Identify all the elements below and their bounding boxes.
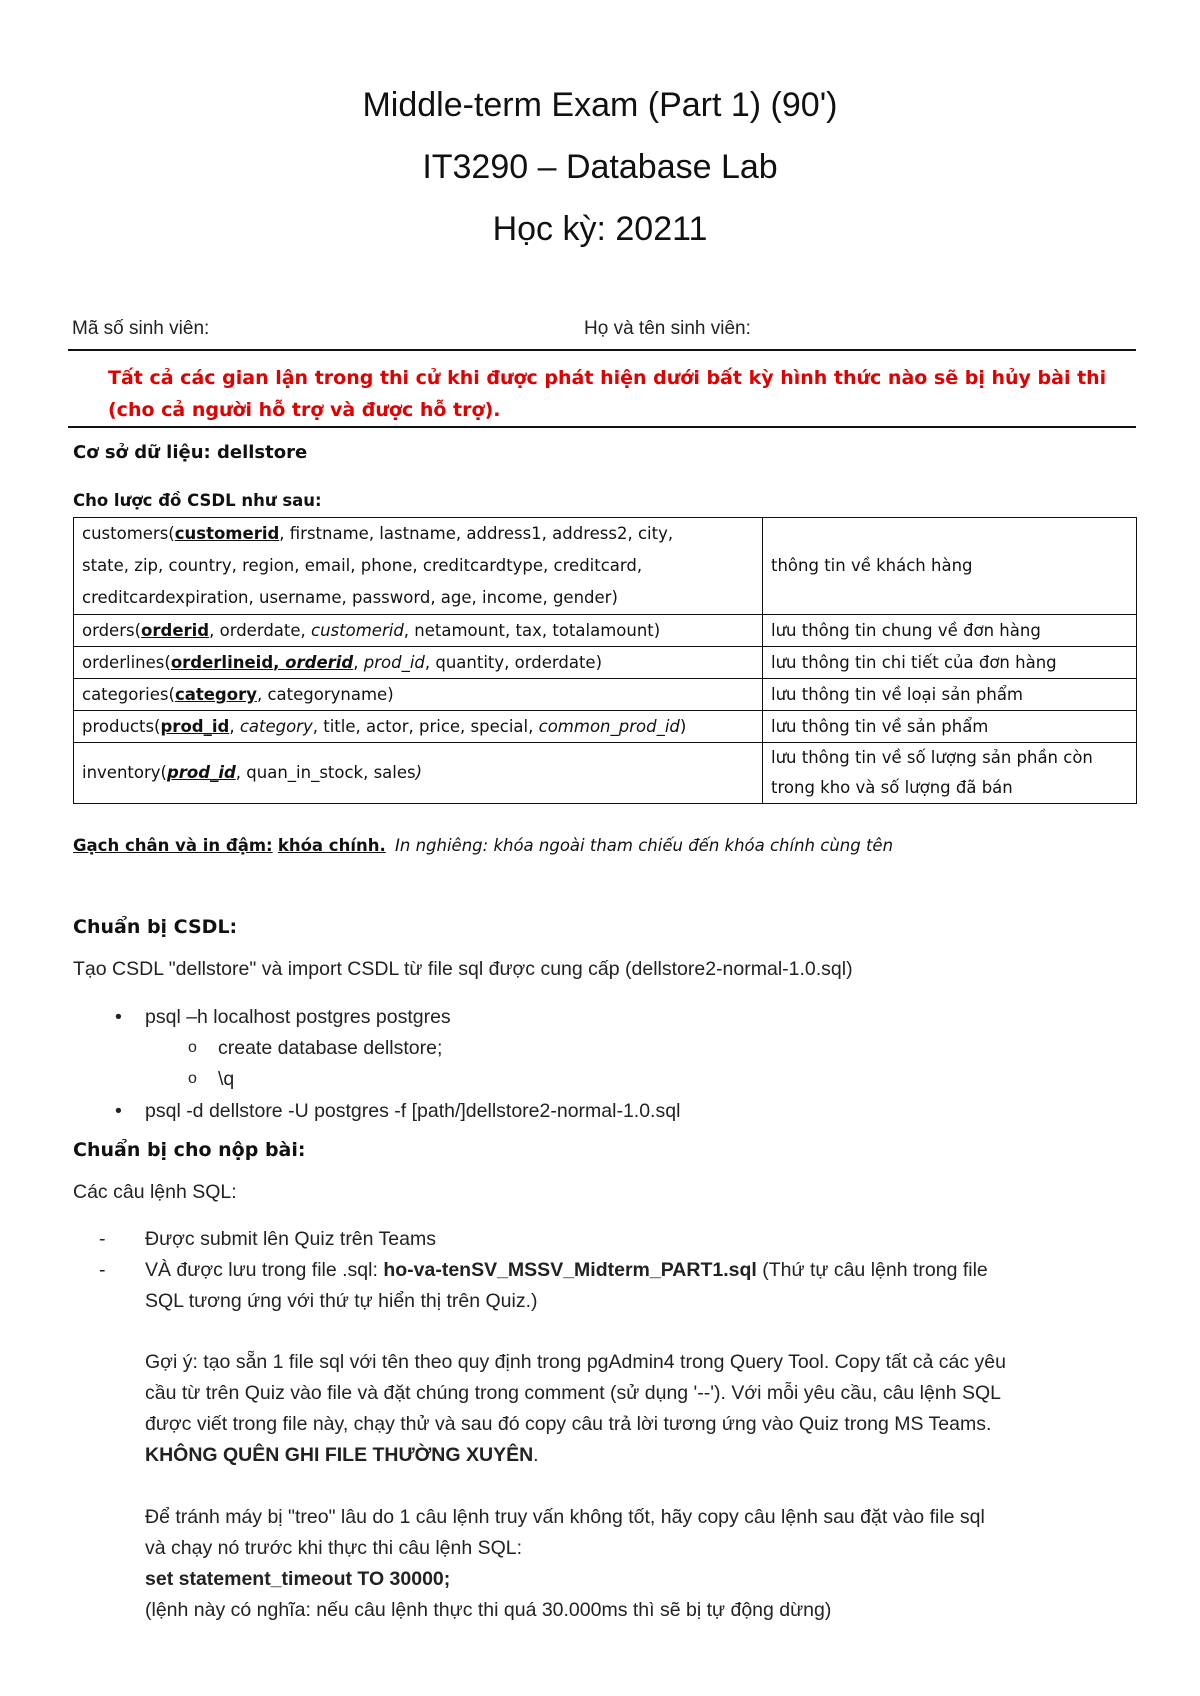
cheating-warning <box>108 362 1128 426</box>
schema-row-categories <box>74 679 1137 711</box>
prepare-db-bullet-1: • psql –h localhost postgres postgres <box>115 1006 451 1028</box>
schema-row-customers <box>74 518 1137 615</box>
submit-item-2: - VÀ được lưu trong file .sql: ho-va-tenSV_MSSV_Midterm_PART1.sql (Thứ tự câu lệnh trong file SQL tương ứng với thứ tự hiển thị trên Quiz.) <box>99 1259 988 1312</box>
schema-row-orderlines <box>74 647 1137 679</box>
schema-desc-orders: lưu thông tin chung về đơn hàng <box>763 615 1137 647</box>
submit-file-name: ho-va-tenSV_MSSV_Midterm_PART1.sql <box>383 1259 757 1281</box>
prepare-db-sub-2: o \q <box>188 1068 235 1090</box>
prepare-submit-intro: Các câu lệnh SQL: <box>73 1181 237 1203</box>
warning-line-1: Tất cả các gian lận trong thi cử khi được phát hiện dưới bất kỳ hình thức nào sẽ bị hủy bài thi <box>108 367 1107 389</box>
schema-label: Cho lược đồ CSDL như sau: <box>73 491 322 510</box>
schema-def-orders: orders(orderid, orderdate, customerid, netamount, tax, totalamount) <box>74 615 763 647</box>
submit-item-1: - Được submit lên Quiz trên Teams <box>99 1228 436 1250</box>
schema-desc-products: lưu thông tin về sản phẩm <box>763 711 1137 743</box>
schema-desc-categories: lưu thông tin về loại sản phẩm <box>763 679 1137 711</box>
submit-hint: Gợi ý: tạo sẵn 1 file sql với tên theo quy định trong pgAdmin4 trong Query Tool. Copy tất cả các yêu cầu từ trên Quiz vào file và đặt chúng trong comment (sử dụng '--'). Với mỗi yêu cầu, câu lệnh SQL được viết trong file này, chạy thử và sau đó copy câu trả lời tương ứng vào Quiz trong MS Teams. KHÔNG QUÊN GHI FILE THƯỜNG XUYÊN. <box>145 1351 1006 1466</box>
course-title: IT3290 – Database Lab <box>422 148 778 186</box>
schema-def-products: products(prod_id, category, title, actor, price, special, common_prod_id) <box>74 711 763 743</box>
prepare-submit-heading: Chuẩn bị cho nộp bài: <box>73 1139 306 1161</box>
timeout-tip: Để tránh máy bị "treo" lâu do 1 câu lệnh truy vấn không tốt, hãy copy câu lệnh sau đặt vào file sql và chạy nó trước khi thực thi câu lệnh SQL: set statement_timeout TO 30000; (lệnh này có nghĩa: nếu câu lệnh thực thi quá 30.000ms thì sẽ bị tự động dừng) <box>145 1506 985 1621</box>
schema-desc-customers: thông tin về khách hàng <box>763 518 1137 615</box>
legend-label: Gạch chân và in đậm: <box>73 836 273 855</box>
timeout-statement: set statement_timeout TO 30000; <box>145 1568 451 1590</box>
schema-row-inventory <box>74 743 1137 804</box>
schema-desc-inventory: lưu thông tin về số lượng sản phần còn trong kho và số lượng đã bán <box>763 743 1137 804</box>
student-id-label: Mã số sinh viên: <box>72 318 210 339</box>
exam-title: Middle-term Exam (Part 1) (90') <box>362 86 838 124</box>
prepare-db-heading: Chuẩn bị CSDL: <box>73 916 238 938</box>
legend-pk: khóa chính. <box>277 836 386 855</box>
warning-line-2: (cho cả người hỗ trợ và được hỗ trợ). <box>108 399 501 421</box>
semester-title: Học kỳ: 20211 <box>492 210 708 248</box>
student-info-row <box>72 318 1132 340</box>
schema-desc-orderlines: lưu thông tin chi tiết của đơn hàng <box>763 647 1137 679</box>
save-reminder: KHÔNG QUÊN GHI FILE THƯỜNG XUYÊN <box>145 1444 534 1466</box>
student-name-label: Họ và tên sinh viên: <box>584 318 751 339</box>
database-label: Cơ sở dữ liệu: dellstore <box>73 442 308 463</box>
divider-bottom <box>68 426 1136 428</box>
key-legend <box>73 836 893 855</box>
schema-row-orders <box>74 615 1137 647</box>
legend-italic: In nghiêng: khóa ngoài tham chiếu đến khóa chính cùng tên <box>395 836 894 855</box>
schema-row-products <box>74 711 1137 743</box>
schema-def-categories: categories(category, categoryname) <box>74 679 763 711</box>
prepare-db-intro: Tạo CSDL "dellstore" và import CSDL từ file sql được cung cấp (dellstore2-normal-1.0.sql) <box>73 958 853 980</box>
prepare-db-bullet-2: • psql -d dellstore -U postgres -f [path/]dellstore2-normal-1.0.sql <box>115 1100 681 1122</box>
divider-top <box>68 349 1136 351</box>
prepare-db-sub-1: o create database dellstore; <box>188 1037 443 1059</box>
schema-def-orderlines: orderlines(orderlineid, orderid, prod_id, quantity, orderdate) <box>74 647 763 679</box>
schema-table <box>73 517 1137 804</box>
schema-def-inventory: inventory(prod_id, quan_in_stock, sales) <box>74 743 763 804</box>
schema-def-customers: customers(customerid, firstname, lastname, address1, address2, city, state, zip, country, region, email, phone, creditcardtype, creditcard, creditcardexpiration, username, password, age, income, gender) <box>74 518 763 615</box>
